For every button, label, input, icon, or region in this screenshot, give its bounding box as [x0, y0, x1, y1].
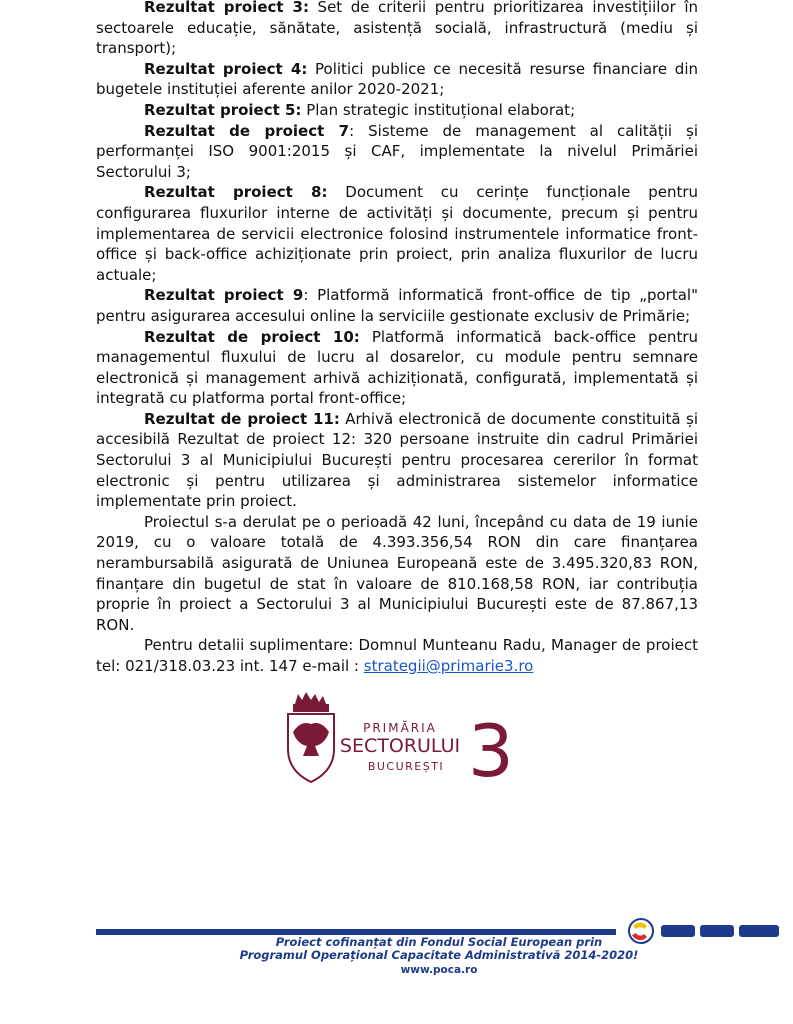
- paragraph-result-4: [96, 59, 698, 100]
- contact-text: Pentru detalii suplimentare: Domnul Munteanu Radu, Manager de proiect tel: 021/318.03.23 int. 147 e-mail :: [96, 636, 698, 675]
- result-text: Document cu cerințe funcționale pentru configurarea fluxurilor interne de activități și documente, precum și pentru implementarea de servicii electronice folosind instrumentele informatice front-office și back-office achiziționate prin proiect, prin analiza fluxurilor de lucru actuale;: [96, 183, 699, 284]
- summary-text: Proiectul s-a derulat pe o perioadă 42 luni, începând cu data de 19 iunie 2019, cu o valoare totală de 4.393.356,54 RON din care finanțarea nerambursabilă asigurată de Uniunea Europeană este de 3.495.320,83 RON, finanțare din bugetul de stat în valoare de 810.168,58 RON, iar contribuția proprie în proiect a Sectorului 3 al Municipiului București este de 87.867,13 RON.: [96, 512, 698, 634]
- result-text: Platformă informatică back-office pentru managementul fluxului de lucru al dosarelor, cu module pentru semnare electronică și management arhivă achiziționată, configurată, implementată și integrată cu platforma portal front-office;: [96, 327, 698, 408]
- result-label: Rezultat de proiect 11:: [144, 409, 340, 428]
- footer-text: [96, 936, 782, 977]
- paragraph-result-3: [96, 0, 698, 59]
- document-body: [96, 0, 698, 677]
- footer-poca-banner: [96, 920, 782, 978]
- primaria-sector3-logo: [278, 684, 514, 793]
- result-label: Rezultat proiect 4:: [144, 59, 308, 78]
- result-text: Plan strategic instituțional elaborat;: [301, 100, 576, 119]
- footer-url: www.poca.ro: [400, 964, 478, 976]
- result-label: Rezultat de proiect 10:: [144, 327, 360, 346]
- svg-text:BUCUREȘTI: BUCUREȘTI: [367, 760, 445, 773]
- paragraph-result-10: [96, 327, 698, 409]
- footer-line-1: Proiect cofinanțat din Fondul Social European prin: [275, 935, 603, 949]
- paragraph-contact: [96, 635, 698, 676]
- result-label: Rezultat proiect 9: [144, 286, 304, 305]
- paragraph-result-9: [96, 285, 698, 326]
- svg-text:3: 3: [468, 709, 514, 793]
- result-label: Rezultat proiect 8:: [144, 183, 328, 202]
- svg-text:PRIMĂRIA: PRIMĂRIA: [363, 721, 437, 735]
- result-text: : Platformă informatică front-office de tip „portal" pentru asigurarea accesului online la serviciile gestionate exclusiv de Primărie;: [96, 286, 698, 325]
- paragraph-result-5: [96, 100, 698, 121]
- paragraph-result-11: [96, 409, 698, 512]
- paragraph-result-8: [96, 182, 698, 285]
- result-text: Politici publice ce necesită resurse financiare din bugetele instituției aferente anilor 2020-2021;: [96, 59, 699, 99]
- result-text: Set de criterii pentru prioritizarea investițiilor în sectoarele educație, sănătate, asistență socială, infrastructură (mediu și transport);: [96, 0, 698, 58]
- result-label: Rezultat proiect 5:: [144, 100, 302, 119]
- svg-text:SECTORULUI: SECTORULUI: [339, 735, 461, 757]
- result-label: Rezultat proiect 3:: [144, 0, 309, 16]
- result-label: Rezultat de proiect 7: [144, 121, 350, 140]
- email-link[interactable]: strategii@primarie3.ro: [363, 657, 534, 675]
- paragraph-project-summary: [96, 512, 698, 636]
- paragraph-result-7: [96, 121, 698, 183]
- result-text: : Sisteme de management al calității și performanței ISO 9001:2015 și CAF, implementate la nivelul Primăriei Sectorului 3;: [96, 121, 698, 181]
- result-text: Arhivă electronică de documente constituită și accesibilă Rezultat de proiect 12: 320 persoane instruite din cadrul Primăriei Sectorului 3 al Municipiului București pentru procesarea cererilor în format electronic și pentru utilizarea și administrarea sistemelor informatice implementate prin proiect.: [96, 409, 698, 511]
- footer-line-2: Programul Operațional Capacitate Administrativă 2014-2020!: [239, 948, 639, 962]
- coat-of-arms-icon: [278, 684, 514, 793]
